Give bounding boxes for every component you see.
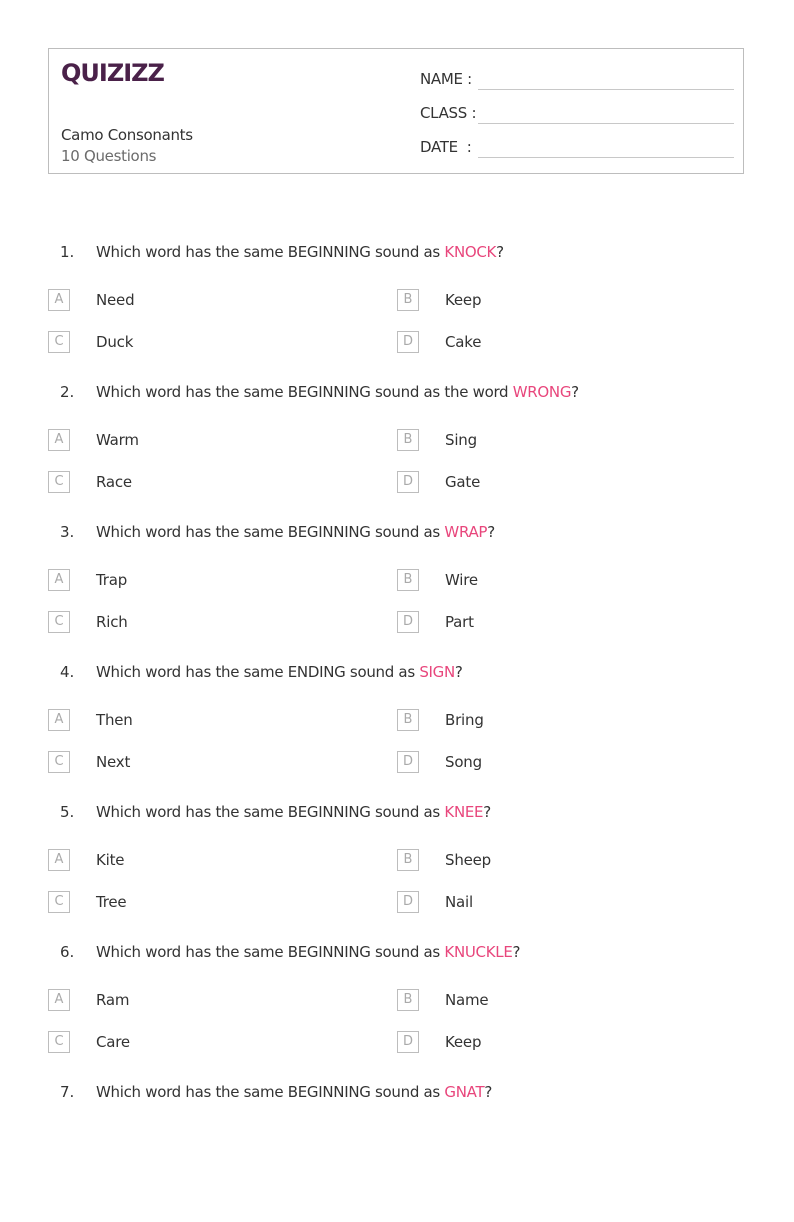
option-text: Warm <box>96 431 139 449</box>
option-letter-box[interactable]: A <box>48 709 70 731</box>
option-text: Care <box>96 1033 130 1051</box>
question-keyword: WRAP <box>444 523 488 541</box>
option-letter-box[interactable]: C <box>48 471 70 493</box>
option-letter-box[interactable]: B <box>397 989 419 1011</box>
class-label: CLASS : <box>420 104 477 122</box>
option-letter-box[interactable]: D <box>397 611 419 633</box>
question-prompt: Which word has the same BEGINNING sound as the word <box>96 383 513 401</box>
date-line[interactable] <box>478 157 734 158</box>
option-text: Sheep <box>445 851 492 869</box>
question-punctuation: ? <box>454 663 463 681</box>
question-text <box>96 242 504 262</box>
option-text: Keep <box>445 291 482 309</box>
option-letter-box[interactable]: B <box>397 709 419 731</box>
question-text <box>96 942 520 962</box>
question-number: 2. <box>60 383 75 401</box>
option-letter-box[interactable]: C <box>48 1031 70 1053</box>
option-letter-box[interactable]: D <box>397 751 419 773</box>
question-punctuation: ? <box>571 383 579 401</box>
question-punctuation: ? <box>483 803 491 821</box>
option-text: Rich <box>96 613 128 631</box>
question-5 <box>0 802 794 942</box>
question-number: 3. <box>60 523 75 541</box>
option-letter-box[interactable]: D <box>397 891 419 913</box>
question-number: 1. <box>60 243 75 261</box>
option-letter-box[interactable]: B <box>397 849 419 871</box>
date-field[interactable] <box>420 137 734 159</box>
question-7 <box>0 1082 794 1222</box>
option-text: Gate <box>445 473 481 491</box>
option-text: Kite <box>96 851 125 869</box>
name-field[interactable] <box>420 69 734 91</box>
class-line[interactable] <box>478 123 734 124</box>
option-text: Bring <box>445 711 484 729</box>
question-prompt: Which word has the same BEGINNING sound as <box>96 523 445 541</box>
question-keyword: KNOCK <box>444 243 497 261</box>
question-text <box>96 1082 492 1102</box>
option-letter-box[interactable]: A <box>48 569 70 591</box>
option-letter-box[interactable]: A <box>48 989 70 1011</box>
question-text <box>96 662 463 682</box>
question-keyword: GNAT <box>444 1083 485 1101</box>
question-number: 6. <box>60 943 75 961</box>
option-letter-box[interactable]: B <box>397 429 419 451</box>
question-2 <box>0 382 794 522</box>
question-punctuation: ? <box>484 1083 492 1101</box>
option-letter-box[interactable]: A <box>48 429 70 451</box>
option-letter-box[interactable]: D <box>397 471 419 493</box>
question-text <box>96 802 491 822</box>
option-text: Part <box>445 613 474 631</box>
option-text: Ram <box>96 991 130 1009</box>
option-text: Need <box>96 291 135 309</box>
question-punctuation: ? <box>487 523 495 541</box>
question-number: 5. <box>60 803 75 821</box>
question-keyword: SIGN <box>419 663 455 681</box>
question-prompt: Which word has the same ENDING sound as <box>96 663 420 681</box>
option-letter-box[interactable]: B <box>397 289 419 311</box>
option-text: Tree <box>96 893 127 911</box>
option-letter-box[interactable]: A <box>48 289 70 311</box>
question-prompt: Which word has the same BEGINNING sound as <box>96 1083 445 1101</box>
date-label: DATE : <box>420 138 472 156</box>
option-text: Keep <box>445 1033 482 1051</box>
question-punctuation: ? <box>512 943 521 961</box>
option-text: Sing <box>445 431 477 449</box>
option-text: Next <box>96 753 131 771</box>
worksheet-title: Camo Consonants <box>61 126 193 144</box>
question-text <box>96 522 495 542</box>
option-text: Race <box>96 473 132 491</box>
option-letter-box[interactable]: C <box>48 891 70 913</box>
option-text: Name <box>445 991 489 1009</box>
name-label: NAME : <box>420 70 472 88</box>
question-keyword: KNEE <box>444 803 484 821</box>
option-text: Cake <box>445 333 482 351</box>
option-letter-box[interactable]: D <box>397 1031 419 1053</box>
question-punctuation: ? <box>496 243 504 261</box>
question-count: 10 Questions <box>61 147 157 165</box>
option-letter-box[interactable]: C <box>48 751 70 773</box>
question-prompt: Which word has the same BEGINNING sound as <box>96 243 445 261</box>
option-text: Nail <box>445 893 473 911</box>
option-text: Duck <box>96 333 134 351</box>
question-keyword: WRONG <box>512 383 572 401</box>
option-letter-box[interactable]: C <box>48 331 70 353</box>
option-text: Then <box>96 711 133 729</box>
question-1 <box>0 242 794 382</box>
question-text <box>96 382 579 402</box>
question-prompt: Which word has the same BEGINNING sound as <box>96 803 445 821</box>
class-field[interactable] <box>420 103 734 125</box>
option-letter-box[interactable]: A <box>48 849 70 871</box>
question-prompt: Which word has the same BEGINNING sound as <box>96 943 445 961</box>
question-number: 7. <box>60 1083 75 1101</box>
option-letter-box[interactable]: C <box>48 611 70 633</box>
option-text: Wire <box>445 571 478 589</box>
question-6 <box>0 942 794 1082</box>
name-line[interactable] <box>478 89 734 90</box>
quizizz-logo: QUIZIZZ <box>61 59 164 87</box>
option-letter-box[interactable]: D <box>397 331 419 353</box>
question-number: 4. <box>60 663 75 681</box>
option-letter-box[interactable]: B <box>397 569 419 591</box>
question-keyword: KNUCKLE <box>444 943 513 961</box>
question-3 <box>0 522 794 662</box>
option-text: Song <box>445 753 482 771</box>
option-text: Trap <box>96 571 128 589</box>
question-4 <box>0 662 794 802</box>
worksheet-header <box>48 48 744 174</box>
